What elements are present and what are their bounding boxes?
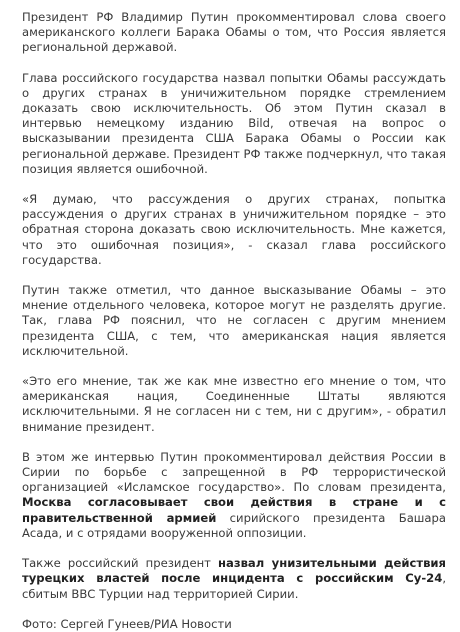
paragraph-6-bold-link: Москва согласовывает свои действия в стране и с правительственной армией [22,495,446,525]
paragraph-2: Глава российского государства назвал попытки Обамы рассуждать о других странах в уничижительном порядке стремлением доказать свою исключительность. Об этом Путин сказал в интервью немецкому изданию Bild, отвечая на вопрос о высказывании президента США Барака Обамы о России как региональной державе. Президент РФ также подчеркнул, что такая позиция является ошибочной. [22,70,446,176]
paragraph-6 [22,450,446,541]
paragraph-7-text-start: Также российский президент [22,556,218,571]
paragraph-5-quote: «Это его мнение, так же как мне известно его мнение о том, что американская нация, Соединенные Штаты являются исключительными. Я не согласен ни с тем, ни с другим», - обратил внимание президент. [22,374,446,434]
paragraph-6-text-start: В этом же интервью Путин прокомментировал действия России в Сирии по борьбе с запрещенной в РФ террористической организацией «Исламское государство». По словам президента, [22,449,446,495]
paragraph-7-bold-link[interactable]: назвал унизительными действия турецких властей после инцидента с российским Су-24 [22,556,446,586]
paragraph-1: Президент РФ Владимир Путин прокомментировал слова своего американского коллеги Барака Обамы о том, что Россия является региональной державой. [22,10,446,55]
paragraph-7 [22,556,446,602]
paragraph-7-text-end: , сбитым ВВС Турции над территорией Сирии. [22,571,446,601]
paragraph-4: Путин также отметил, что данное высказывание Обамы – это мнение отдельного человека, которое могут не разделять другие. Так, глава РФ пояснил, что не согласен с другим мнением президента США, с тем, что американская нация является исключительной. [22,283,446,358]
paragraph-6-text-end: сирийского президента Башара Асада, и с отрядами вооруженной оппозиции. [22,510,446,540]
paragraph-3-quote: «Я думаю, что рассуждения о других странах, попытка рассуждения о других странах в уничижительном порядке – это обратная сторона доказать свою исключительность. Мне кажется, что это ошибочная позиция», - сказал глава российского государства. [22,192,446,267]
photo-credit: Фото: Сергей Гунеев/РИА Новости [22,616,232,631]
